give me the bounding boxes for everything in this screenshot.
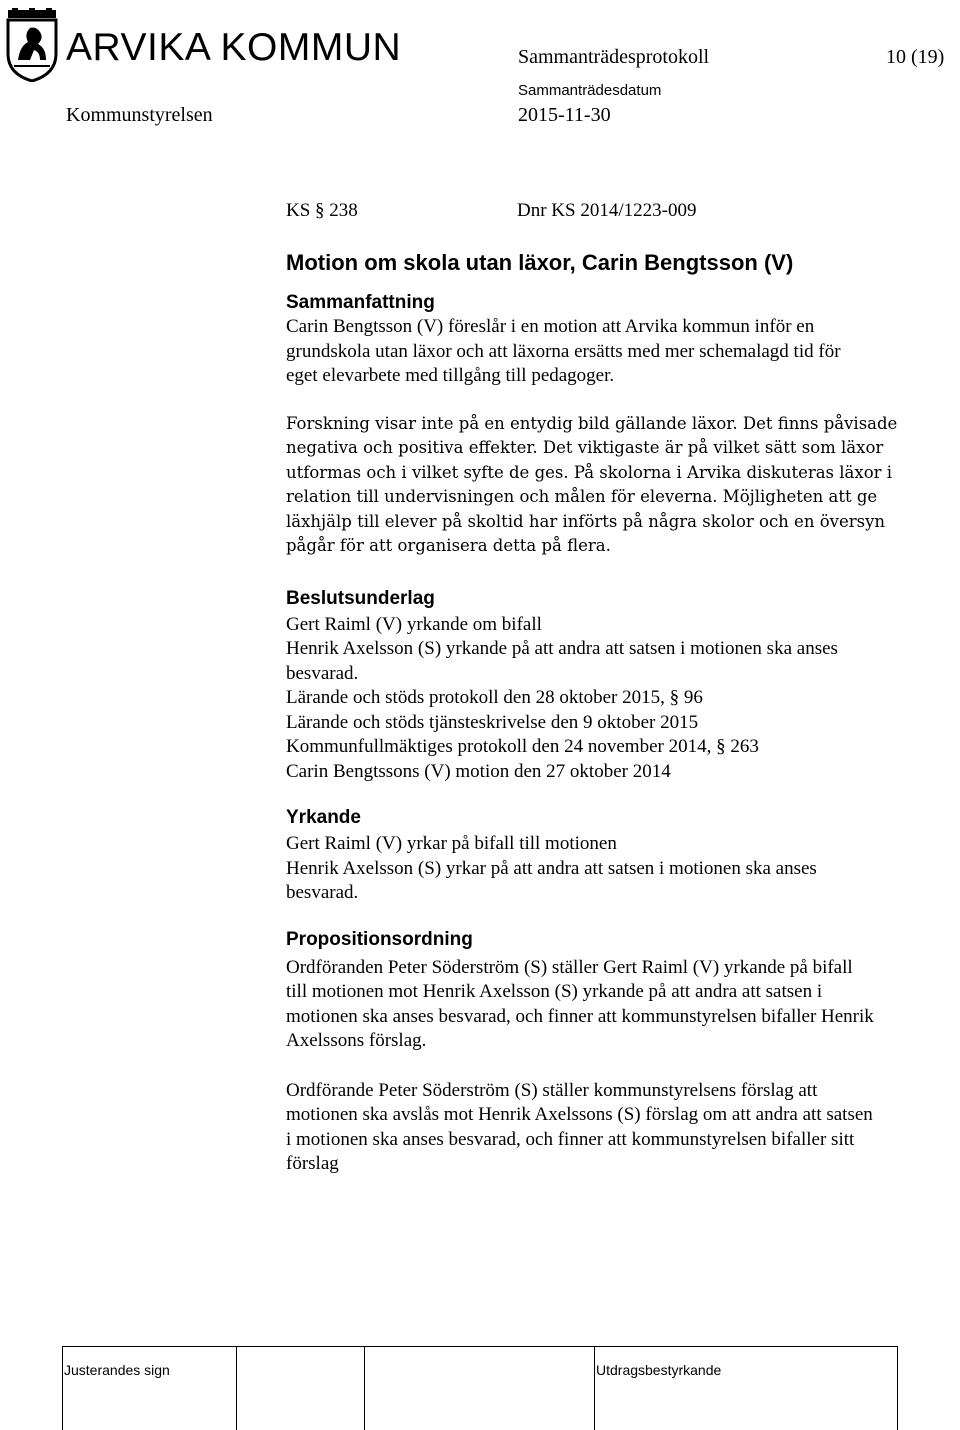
motions-list — [286, 832, 946, 906]
text-line: besvarad. — [286, 662, 359, 684]
case-reference-row — [286, 200, 946, 228]
text-line: negativa och positiva effekter. Det viktigaste är på vilket sätt som läxor — [286, 438, 884, 457]
footer-signature-label: Justerandes sign — [64, 1362, 170, 1378]
text-line: eget elevarbete med tillgång till pedagoger. — [286, 365, 615, 386]
footer-certification-label: Utdragsbestyrkande — [596, 1362, 722, 1378]
section-heading-sammanfattning: Sammanfattning — [286, 292, 435, 313]
protocol-body — [286, 200, 946, 1177]
text-line: Ordförande Peter Söderström (S) ställer kommunstyrelsens förslag att — [286, 1079, 818, 1101]
organization-name: Kommunstyrelsen — [66, 104, 213, 126]
text-line: förslag — [286, 1153, 339, 1174]
footer-divider-vertical — [594, 1347, 595, 1430]
section-heading-yrkande: Yrkande — [286, 807, 361, 828]
summary-paragraph-2 — [286, 412, 946, 559]
section-heading-beslutsunderlag: Beslutsunderlag — [286, 587, 435, 609]
text-line: Ordföranden Peter Söderström (S) ställer Gert Raiml (V) yrkande på bifall — [286, 956, 853, 978]
document-title: Sammanträdesprotokoll — [518, 46, 710, 68]
logo-text: ARVIKA KOMMUN — [66, 26, 402, 69]
text-line: Axelssons förslag. — [286, 1030, 427, 1051]
text-line: motionen ska avslås mot Henrik Axelssons (S) förslag om att andra att satsen — [286, 1104, 873, 1125]
text-line: Lärande och stöds protokoll den 28 oktober 2015, § 96 — [286, 687, 703, 708]
footer-divider-vertical — [364, 1347, 365, 1430]
text-line: relation till undervisningen och målen för eleverna. Möjligheten att ge — [286, 487, 878, 506]
summary-paragraph-1 — [286, 315, 946, 389]
page-number: 10 (19) — [886, 46, 945, 68]
text-line: Lärande och stöds tjänsteskrivelse den 9 oktober 2015 — [286, 711, 699, 733]
text-line: grundskola utan läxor och att läxorna ersätts med mer schemalagd tid för — [286, 340, 841, 362]
text-line: till motionen mot Henrik Axelsson (S) yrkande på att andra att satsen i — [286, 981, 823, 1002]
text-line: Gert Raiml (V) yrkande om bifall — [286, 613, 542, 635]
diary-number: Dnr KS 2014/1223-009 — [517, 200, 697, 221]
text-line: Carin Bengtssons (V) motion den 27 oktober 2014 — [286, 760, 671, 782]
case-number: KS § 238 — [286, 200, 358, 221]
text-line: Henrik Axelsson (S) yrkande på att andra att satsen i motionen ska anses — [286, 638, 838, 659]
text-line: Kommunfullmäktiges protokoll den 24 november 2014, § 263 — [286, 736, 759, 757]
text-line: Henrik Axelsson (S) yrkar på att andra att satsen i motionen ska anses — [286, 857, 817, 879]
meeting-date-label: Sammanträdesdatum — [518, 82, 662, 99]
decision-basis-list — [286, 613, 946, 785]
text-line: Gert Raiml (V) yrkar på bifall till motionen — [286, 833, 617, 854]
text-line: i motionen ska anses besvarad, och finner att kommunstyrelsen bifaller sitt — [286, 1128, 855, 1150]
text-line: besvarad. — [286, 882, 359, 903]
text-line: pågår för att organisera detta på flera. — [286, 536, 611, 555]
meeting-date: 2015-11-30 — [518, 104, 611, 126]
section-heading-propositionsordning: Propositionsordning — [286, 928, 473, 950]
text-line: utformas och i vilket syfte de ges. På skolorna i Arvika diskuteras läxor i — [286, 462, 893, 482]
text-line: läxhjälp till elever på skoltid har införts på några skolor och en översyn — [286, 511, 886, 531]
proposition-paragraph-2 — [286, 1079, 946, 1177]
footer-divider-vertical — [897, 1347, 898, 1430]
footer-divider — [62, 1346, 898, 1347]
footer-divider-vertical — [62, 1347, 63, 1430]
case-title: Motion om skola utan läxor, Carin Bengtsson (V) — [286, 250, 794, 275]
text-line: Carin Bengtsson (V) föreslår i en motion att Arvika kommun inför en — [286, 316, 815, 337]
text-line: Forskning visar inte på en entydig bild gällande läxor. Det finns påvisade — [286, 413, 898, 433]
text-line: motionen ska anses besvarad, och finner att kommunstyrelsen bifaller Henrik — [286, 1005, 874, 1027]
proposition-paragraph-1 — [286, 956, 946, 1054]
coat-of-arms-icon — [4, 8, 60, 82]
footer-divider-vertical — [236, 1347, 237, 1430]
